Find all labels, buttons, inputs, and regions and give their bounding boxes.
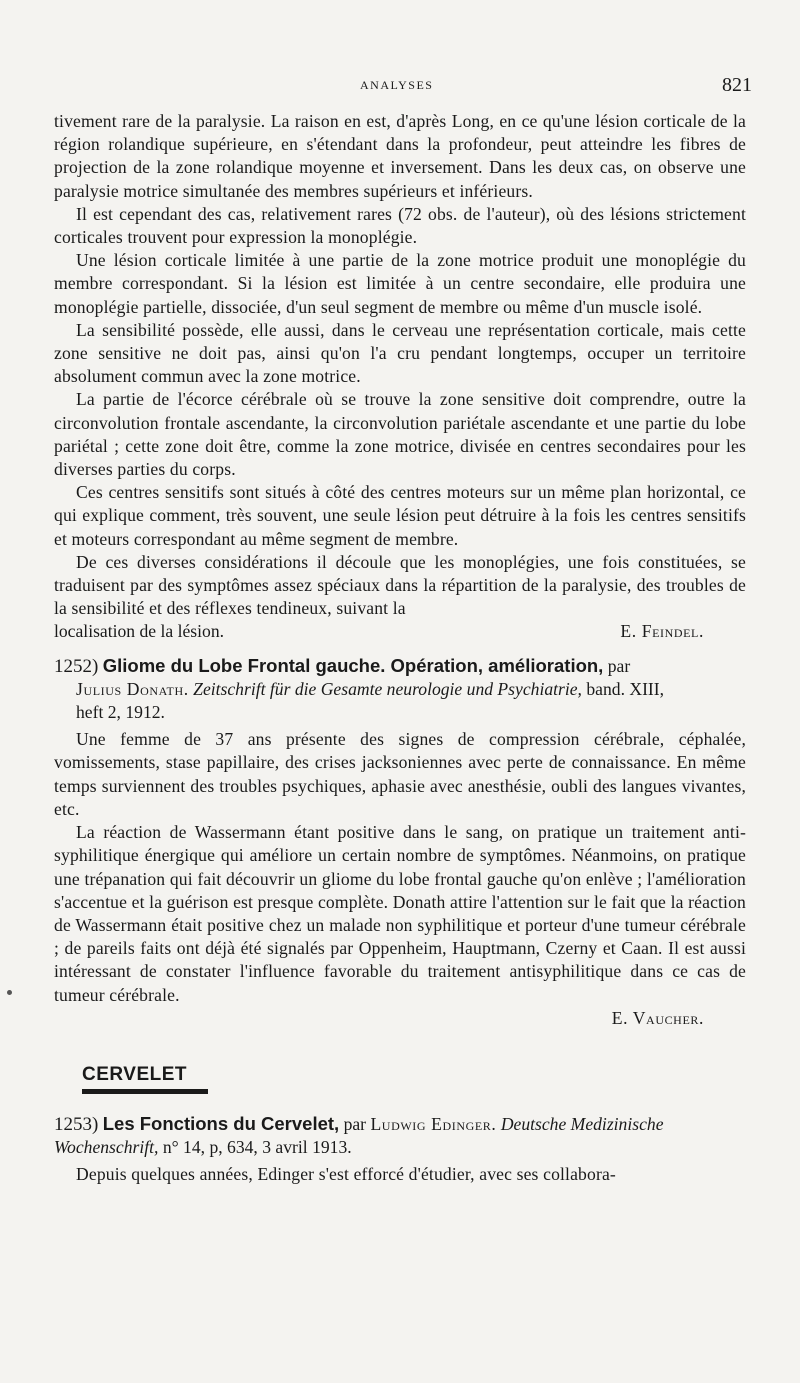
entry-number: 1253): [54, 1113, 99, 1135]
paragraph: tivement rare de la paralysie. La raison en est, d'après Long, en ce qu'une lésion corticale de la région rolandique supérieure, en s'étendant dans la profondeur, peut atteindre les fibres de projection de la zone rolandique moyenne et inversement. Dans les deux cas, on observe une paralysie motrice simultanée des membres supérieurs et inférieurs.: [54, 111, 746, 201]
paragraph: La réaction de Wassermann étant positive dans le sang, on pratique un traitement anti-syphilitique énergique qui améliore un certain nombre de symptômes. Néanmoins, on pratique une trépanation qui fait découvrir un gliome du lobe frontal gauche qu'on enlève ; l'amélioration s'accentue et la guérison est presque complète. Donath attire l'attention sur le fait que la réaction de Wassermann était positive chez un malade non syphilitique et porteur d'une tumeur cérébrale ; de pareils faits ont déjà été signalés par Oppenheim, Hauptmann, Czerny et Caan. Il est aussi intéressant de constater l'influence favorable du traitement antisyphilitique dans ce cas de tumeur cérébrale.: [54, 822, 746, 1005]
entry-title: Gliome du Lobe Frontal gauche. Opération, amélioration,: [102, 654, 604, 676]
page-number: 821: [722, 74, 752, 96]
section-rule: [82, 1089, 208, 1094]
entry-journal: Deutsche Medizinische Wochenschrift,: [54, 1113, 664, 1158]
entry-par: par: [607, 655, 631, 676]
entry-ref: n° 14, p, 634, 3 avril 1913.: [162, 1137, 352, 1158]
closing-line: [54, 620, 746, 643]
entry-number: 1252): [54, 655, 99, 677]
paragraph: Une lésion corticale limitée à une partie de la zone motrice produit une monoplégie du membre correspondant. Si la lésion est limitée à un centre secondaire, elle produira une monoplégie partielle, dissociée, d'un seul segment de membre ou même d'un muscle isolé.: [54, 250, 746, 317]
paragraph: De ces diverses considérations il découle que les monoplégies, une fois constituées, se traduisent par des symptômes assez spéciaux dans la répartition de la paralysie, des troubles de la sensibilité et des réflexes tendineux, suivant la: [54, 551, 746, 619]
article-edinger: [54, 1112, 746, 1187]
signature-line: [54, 1007, 746, 1030]
entry-author: Ludwig Edinger.: [370, 1113, 497, 1134]
paragraph: La partie de l'écorce cérébrale où se trouve la zone sensitive doit comprendre, outre la circonvolution frontale ascendante, la circonvolution pariétale ascendante et une partie du lobe pariétal ; cette zone doit être, comme la zone motrice, divisée en centres secondaires pour les diverses parties du corps.: [54, 389, 746, 480]
entry-heading: [54, 1112, 746, 1159]
entry-issue: heft 2, 1912.: [76, 702, 165, 723]
section-title: CERVELET: [82, 1063, 188, 1085]
article-donath: [54, 654, 746, 725]
entry-title: Les Fonctions du Cervelet,: [102, 1112, 340, 1134]
margin-speck: [7, 990, 12, 995]
paragraph: La sensibilité possède, elle aussi, dans le cerveau une représentation corticale, mais cette zone sensitive ne doit pas, ainsi qu'on l'a cru pendant longtemps, occuper un territoire absolument commun avec la zone motrice.: [54, 319, 746, 387]
entry-par: par: [343, 1113, 367, 1134]
entry-journal: Zeitschrift für die Gesamte neurologie und Psychiatrie,: [193, 678, 582, 699]
page-header: [0, 74, 800, 98]
section-heading: [82, 1064, 208, 1094]
page-body: [54, 110, 746, 1187]
signature: E. Feindel.: [620, 621, 704, 642]
paragraph: Une femme de 37 ans présente des signes de compression cérébrale, céphalée, vomissements, stase papillaire, des crises jacksoniennes avec perte de connaissance. En même temps surviennent des troubles psychiques, aphasie avec anesthésie, oubli des langues vivantes, etc.: [54, 729, 746, 819]
article-feindel: [54, 110, 746, 644]
entry-citation: [54, 678, 746, 701]
paragraph: Depuis quelques années, Edinger s'est efforcé d'étudier, avec ses collabora-: [76, 1164, 616, 1185]
closing-text: localisation de la lésion.: [54, 621, 225, 642]
entry-author: Julius Donath.: [76, 678, 189, 699]
paragraph: Il est cependant des cas, relativement rares (72 obs. de l'auteur), où des lésions strictement corticales trouvent pour expression la monoplégie.: [54, 203, 746, 248]
signature: E. Vaucher.: [611, 1007, 704, 1028]
running-head: ANALYSES: [360, 78, 434, 92]
paragraph: Ces centres sensitifs sont situés à côté des centres moteurs sur un même plan horizontal, ce qui explique comment, très souvent, une seule lésion peut détruire à la fois les centres sensitifs et moteurs correspondant au même segment de membre.: [54, 482, 746, 549]
entry-volume: band. XIII,: [586, 678, 665, 699]
article-donath-body: [54, 728, 746, 1030]
entry-heading: [54, 654, 746, 678]
